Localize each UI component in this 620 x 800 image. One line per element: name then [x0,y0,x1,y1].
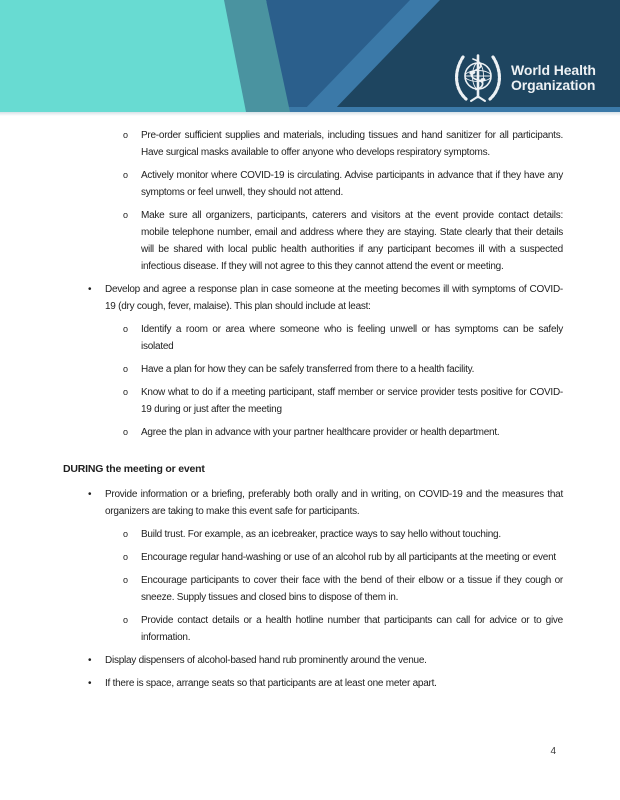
who-wordmark-line2: Organization [511,77,596,93]
list-item-text: Actively monitor where COVID-19 is circulating. Advise participants in advance that if they have any symptoms or feel unwell, they should not attend. [141,170,563,198]
list-item-text: Agree the plan in advance with your partner healthcare provider or health department. [141,427,500,438]
list-item [63,549,563,566]
circle-bullet-icon: o [123,364,128,374]
list-item [63,675,563,692]
list-item-text: Encourage participants to cover their face with the bend of their elbow or a tissue if they cough or sneeze. Supply tissues and closed bins to dispose of them in. [141,575,563,603]
list-item-text: If there is space, arrange seats so that participants are at least one meter apart. [105,678,437,689]
list-item [63,207,563,275]
document-body [0,112,620,692]
circle-bullet-icon: o [123,427,128,437]
list-item-text: Provide contact details or a health hotline number that participants can call for advice or to give information. [141,615,563,643]
list-item-text: Build trust. For example, as an icebreaker, practice ways to say hello without touching. [141,529,501,540]
list-item [63,526,563,543]
circle-bullet-icon: o [123,130,128,140]
list-item [63,281,563,315]
list-item [63,321,563,355]
list-item-text: Develop and agree a response plan in case someone at the meeting becomes ill with symptoms of COVID-19 (dry cough, fever, malaise). This plan should include at least: [105,284,563,312]
section-heading: DURING the meeting or event [63,463,205,475]
header-divider [0,112,620,116]
bullet-icon: • [88,678,92,689]
list-item [63,127,563,161]
list-item-text: Have a plan for how they can be safely transferred from there to a health facility. [141,364,475,375]
circle-bullet-icon: o [123,324,128,334]
list-item-text: Identify a room or area where someone who is feeling unwell or has symptoms can be safely isolated [141,324,563,352]
list-item-text: Know what to do if a meeting participant, staff member or service provider tests positive for COVID-19 during or just after the meeting [141,387,563,415]
list-item [63,612,563,646]
who-logo [452,52,596,104]
bullet-icon: • [88,284,92,295]
circle-bullet-icon: o [123,552,128,562]
circle-bullet-icon: o [123,387,128,397]
circle-bullet-icon: o [123,170,128,180]
list-item [63,424,563,441]
list-item [63,652,563,669]
bullet-icon: • [88,655,92,666]
list-item [63,361,563,378]
list-item-text: Make sure all organizers, participants, caterers and visitors at the event provide contact details: mobile telephone number, email and address where they are staying. State clearly that their details will be shared with local public health authorities if any participant becomes ill with a suspected infectious disease. If they will not agree to this they cannot attend the event or meeting. [141,210,563,272]
page-header [0,0,620,112]
list-item-text: Pre-order sufficient supplies and materials, including tissues and hand sanitizer for all participants. Have surgical masks available to offer anyone who develops respiratory symptoms. [141,130,563,158]
list-item-text: Display dispensers of alcohol-based hand rub prominently around the venue. [105,655,427,666]
list-item-text: Encourage regular hand-washing or use of an alcohol rub by all participants at the meeting or event [141,552,556,563]
circle-bullet-icon: o [123,615,128,625]
circle-bullet-icon: o [123,529,128,539]
who-wordmark [511,63,596,93]
bullet-icon: • [88,489,92,500]
list-item [63,572,563,606]
circle-bullet-icon: o [123,210,128,220]
list-item-text: Provide information or a briefing, preferably both orally and in writing, on COVID-19 and the measures that organizers are taking to make this event safe for participants. [105,489,563,517]
who-emblem-icon [452,52,504,104]
list-item [63,486,563,520]
who-wordmark-line1: World Health [511,62,596,78]
list-item [63,384,563,418]
page-number: 4 [550,746,556,757]
list-item [63,167,563,201]
circle-bullet-icon: o [123,575,128,585]
